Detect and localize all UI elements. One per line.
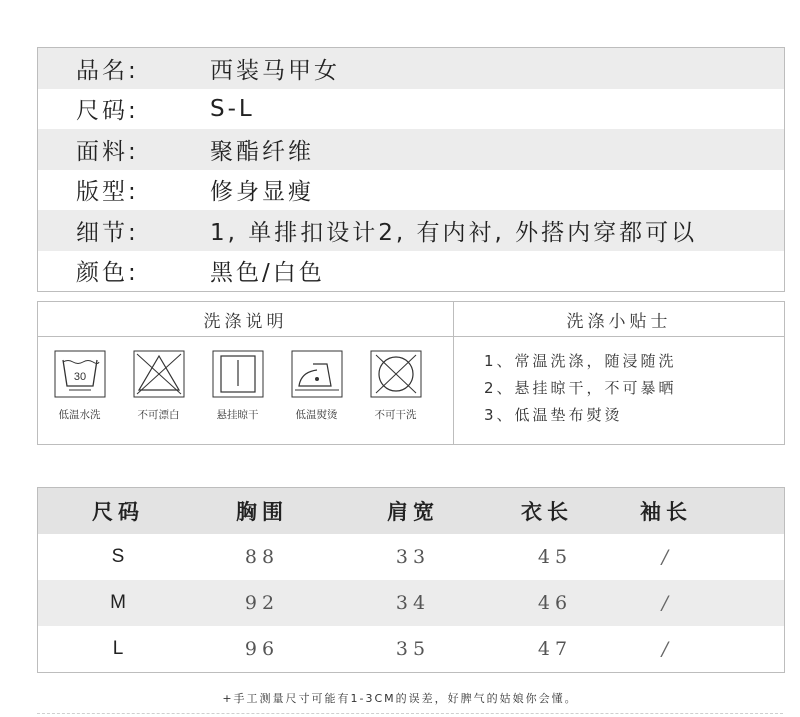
size-table-header [38, 488, 784, 534]
info-label: 尺码: [76, 98, 139, 125]
table-row [38, 626, 784, 672]
divider [37, 713, 783, 714]
header-length: 衣长 [521, 500, 573, 524]
care-symbol-wash [40, 350, 119, 422]
chest-cell: 92 [244, 592, 280, 614]
sleeve-cell: / [661, 638, 669, 660]
info-row-color [38, 251, 784, 292]
shoulder-cell: 33 [395, 546, 431, 568]
info-value: 聚酯纤维 [210, 138, 314, 165]
header-shoulder: 肩宽 [387, 500, 439, 524]
care-tip: 2、悬挂晾干，不可暴晒 [484, 379, 677, 397]
care-tips-title: 洗涤小贴士 [454, 302, 784, 337]
chest-cell: 96 [244, 638, 280, 660]
info-row-fabric [38, 129, 784, 170]
info-label: 品名: [76, 57, 139, 84]
length-cell: 45 [537, 546, 573, 568]
table-row [38, 534, 784, 580]
info-value: 西装马甲女 [210, 57, 340, 84]
no-bleach-icon [133, 350, 185, 398]
care-symbol-label: 低温熨烫 [295, 409, 338, 421]
info-row-size [38, 89, 784, 130]
shoulder-cell: 34 [395, 592, 431, 614]
no-dry-clean-icon [370, 350, 422, 398]
sleeve-cell: / [661, 592, 669, 614]
info-label: 颜色: [76, 260, 139, 287]
care-instructions [38, 302, 454, 444]
info-row-name [38, 48, 784, 89]
chest-cell: 88 [244, 546, 280, 568]
wash-30-icon [54, 350, 106, 398]
size-cell: S [111, 546, 125, 567]
hang-dry-icon [212, 350, 264, 398]
header-size: 尺码 [92, 500, 144, 524]
care-tips-list [454, 337, 784, 429]
shoulder-cell: 35 [395, 638, 431, 660]
product-info-table [37, 47, 785, 292]
info-value: 黑色/白色 [210, 260, 325, 287]
care-symbols [38, 337, 453, 422]
header-chest: 胸围 [236, 500, 288, 524]
care-symbol-hang [198, 350, 277, 422]
size-cell: L [112, 638, 124, 659]
length-cell: 46 [537, 592, 573, 614]
info-label: 面料: [76, 138, 139, 165]
sleeve-cell: / [661, 546, 669, 568]
measurement-note: +手工测量尺寸可能有1-3CM的误差，好脾气的姑娘你会懂。 [222, 692, 578, 705]
info-value: 1, 单排扣设计2, 有内衬, 外搭内穿都可以 [210, 219, 698, 246]
care-symbol-bleach [119, 350, 198, 422]
length-cell: 47 [537, 638, 573, 660]
care-panel [37, 301, 785, 445]
care-symbol-iron [277, 350, 356, 422]
care-symbol-label: 悬挂晾干 [216, 409, 259, 421]
care-symbol-label: 低温水洗 [58, 409, 101, 421]
size-table [37, 487, 785, 673]
size-cell: M [110, 592, 126, 613]
info-value: 修身显瘦 [210, 179, 314, 206]
care-tip: 3、低温垫布熨烫 [484, 406, 623, 424]
low-iron-icon [291, 350, 343, 398]
wash-temp: 30 [73, 371, 86, 383]
care-tip: 1、常温洗涤，随浸随洗 [484, 352, 677, 370]
info-label: 细节: [76, 219, 139, 246]
care-tips [454, 302, 784, 444]
care-symbol-label: 不可干洗 [374, 409, 417, 421]
info-row-details [38, 210, 784, 251]
care-symbol-dryclean [356, 350, 435, 422]
info-label: 版型: [76, 179, 139, 206]
care-symbol-label: 不可漂白 [137, 409, 180, 421]
info-value: S-L [210, 95, 255, 122]
table-row [38, 580, 784, 626]
care-instructions-title: 洗涤说明 [38, 302, 453, 337]
info-row-fit [38, 170, 784, 211]
header-sleeve: 袖长 [640, 500, 692, 524]
